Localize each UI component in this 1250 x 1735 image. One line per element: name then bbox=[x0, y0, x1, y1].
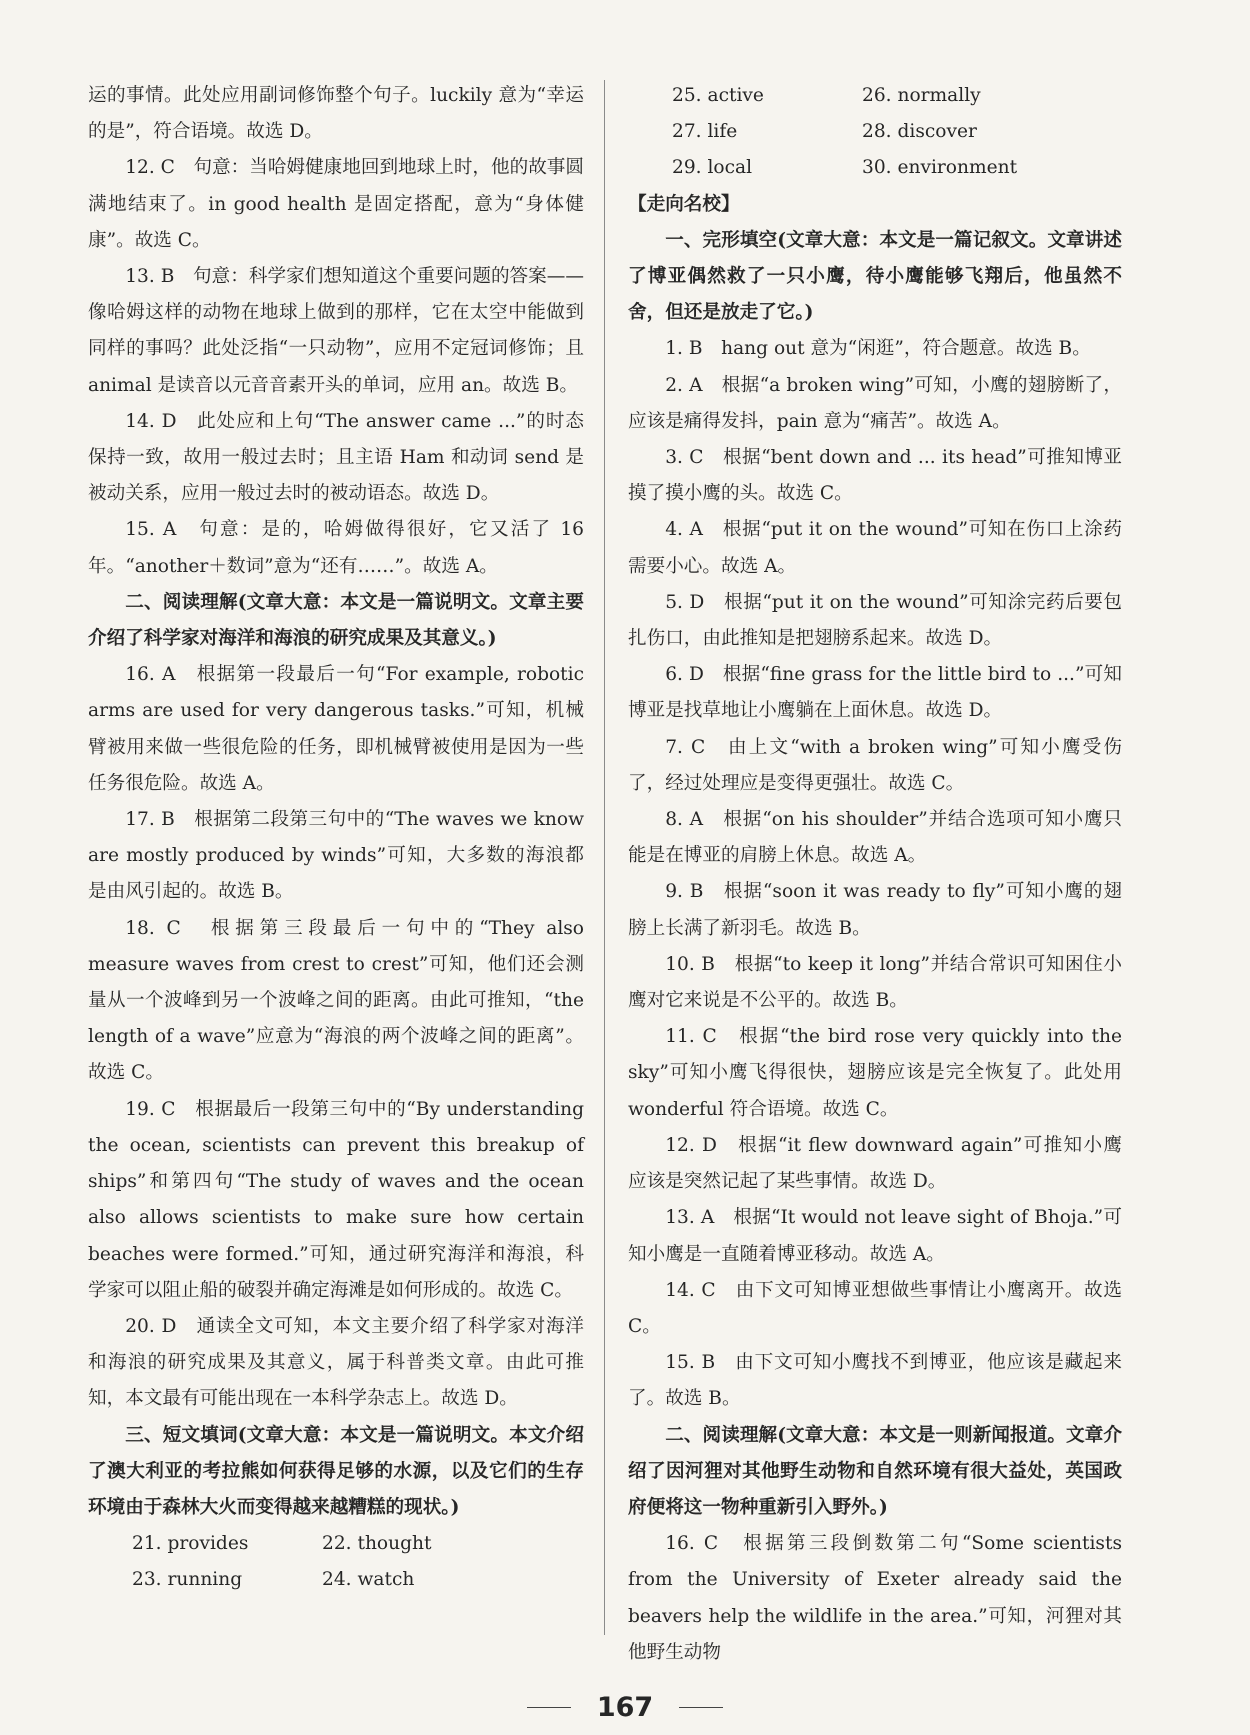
paragraph: 15. B 由下文可知小鹰找不到博亚，他应该是藏起来了。故选 B。 bbox=[628, 1352, 1122, 1410]
paragraph: 12. C 句意：当哈姆健康地回到地球上时，他的故事圆满地结束了。in good health 是固定搭配，意为“身体健康”。故选 C。 bbox=[88, 157, 584, 251]
paragraph: 3. C 根据“bent down and ... its head”可推知博亚摸了摸小鹰的头。故选 C。 bbox=[628, 447, 1122, 505]
paragraph: 15. A 句意：是的，哈姆做得很好，它又活了 16 年。“another＋数词”意为“还有……”。故选 A。 bbox=[88, 519, 584, 577]
page-footer bbox=[0, 1692, 1250, 1723]
section-heading: 二、阅读理解(文章大意：本文是一篇说明文。文章主要介绍了科学家对海洋和海浪的研究成果及其意义。) bbox=[88, 591, 584, 650]
paragraph: 20. D 通读全文可知，本文主要介绍了科学家对海洋和海浪的研究成果及其意义，属于科普类文章。由此可推知，本文最有可能出现在一本科学杂志上。故选 D。 bbox=[88, 1315, 584, 1410]
paragraph: 10. B 根据“to keep it long”并结合常识可知困住小鹰对它来说是不公平的。故选 B。 bbox=[628, 953, 1122, 1012]
footer-rule bbox=[527, 1707, 571, 1708]
answer-row bbox=[628, 114, 1122, 150]
answer-item: 27. life bbox=[672, 121, 738, 143]
paragraph: 16. C 根据第三段倒数第二句“Some scientists from the University of Exeter already said the beavers help the wildlife in the area.”可知，河狸对其他野生动物 bbox=[628, 1533, 1122, 1663]
answer-row bbox=[628, 150, 1122, 186]
paragraph: 2. A 根据“a broken wing”可知，小鹰的翅膀断了，应该是痛得发抖，pain 意为“痛苦”。故选 A。 bbox=[628, 374, 1122, 432]
paragraph: 13. B 句意：科学家们想知道这个重要问题的答案——像哈姆这样的动物在地球上做到的那样，它在太空中能做到同样的事吗？此处泛指“一只动物”，应用不定冠词修饰；且 animal 是读音以元音音素开头的单词，应用 an。故选 B。 bbox=[88, 266, 584, 396]
answer-item: 25. active bbox=[672, 85, 764, 106]
paragraph: 运的事情。此处应用副词修饰整个句子。luckily 意为“幸运的是”，符合语境。故选 D。 bbox=[88, 85, 584, 143]
paragraph: 8. A 根据“on his shoulder”并结合选项可知小鹰只能是在博亚的肩膀上休息。故选 A。 bbox=[628, 809, 1122, 867]
left-column bbox=[88, 78, 584, 1599]
paragraph: 6. D 根据“fine grass for the little bird to ...”可知博亚是找草地让小鹰躺在上面休息。故选 D。 bbox=[628, 664, 1122, 722]
answer-item: 22. thought bbox=[322, 1533, 432, 1555]
footer-rule bbox=[679, 1707, 723, 1708]
answer-item: 29. local bbox=[672, 157, 753, 179]
paragraph: 17. B 根据第二段第三句中的“The waves we know are mostly produced by winds”可知，大多数的海浪都是由风引起的。故选 B。 bbox=[88, 809, 584, 903]
paragraph: 5. D 根据“put it on the wound”可知涂完药后要包扎伤口，由此推知是把翅膀系起来。故选 D。 bbox=[628, 591, 1122, 650]
paragraph: 13. A 根据“It would not leave sight of Bhoja.”可知小鹰是一直随着博亚移动。故选 A。 bbox=[628, 1207, 1122, 1265]
paragraph: 18. C 根据第三段最后一句中的“They also measure waves from crest to crest”可知，他们还会测量从一个波峰到另一个波峰之间的距离。由此可推知，“the length of a wave”应意为“海浪的两个波峰之间的距离”。故选 C。 bbox=[88, 917, 584, 1084]
paragraph: 1. B hang out 意为“闲逛”，符合题意。故选 B。 bbox=[665, 338, 1091, 360]
paragraph: 19. C 根据最后一段第三句中的“By understanding the ocean, scientists can prevent this breakup of ships”和第四句“The study of waves and the ocean also allows scientists to make sure how certain beaches were formed.”可知，通过研究海洋和海浪，科学家可以阻止船的破裂并确定海滩是如何形成的。故选 C。 bbox=[88, 1098, 584, 1301]
paragraph: 9. B 根据“soon it was ready to fly”可知小鹰的翅膀上长满了新羽毛。故选 B。 bbox=[628, 881, 1122, 939]
page-number: 167 bbox=[596, 1692, 654, 1723]
section-heading: 三、短文填词(文章大意：本文是一篇说明文。本文介绍了澳大利亚的考拉熊如何获得足够的水源，以及它们的生存环境由于森林大火而变得越来越糟糕的现状。) bbox=[88, 1424, 584, 1518]
section-heading: 二、阅读理解(文章大意：本文是一则新闻报道。文章介绍了因河狸对其他野生动物和自然环境有很大益处，英国政府便将这一物种重新引入野外。) bbox=[628, 1424, 1122, 1518]
paragraph: 14. C 由下文可知博亚想做些事情让小鹰离开。故选 C。 bbox=[628, 1279, 1122, 1337]
paragraph: 4. A 根据“put it on the wound”可知在伤口上涂药需要小心。故选 A。 bbox=[628, 519, 1122, 577]
answer-item: 26. normally bbox=[862, 85, 981, 106]
answer-row bbox=[628, 78, 1122, 114]
paragraph: 11. C 根据“the bird rose very quickly into the sky”可知小鹰飞得很快，翅膀应该是完全恢复了。此处用 wonderful 符合语境。故选 C。 bbox=[628, 1026, 1122, 1120]
answer-item: 23. running bbox=[132, 1569, 243, 1591]
paragraph: 14. D 此处应和上句“The answer came ...”的时态保持一致，故用一般过去时；且主语 Ham 和动词 send 是被动关系，应用一般过去时的被动语态。故选 D。 bbox=[88, 410, 584, 505]
answer-item: 30. environment bbox=[862, 157, 1018, 179]
block-heading: 【走向名校】 bbox=[628, 193, 740, 215]
answer-row bbox=[88, 1526, 584, 1562]
answer-item: 28. discover bbox=[862, 121, 977, 143]
answer-item: 24. watch bbox=[322, 1569, 415, 1591]
section-heading: 一、完形填空(文章大意：本文是一篇记叙文。文章讲述了博亚偶然救了一只小鹰，待小鹰能够飞翔后，他虽然不舍，但还是放走了它。) bbox=[628, 229, 1122, 324]
answer-item: 21. provides bbox=[132, 1533, 249, 1555]
right-column bbox=[628, 78, 1122, 1671]
paragraph: 16. A 根据第一段最后一句“For example, robotic arms are used for very dangerous tasks.”可知，机械臂被用来做一些很危险的任务，即机械臂被使用是因为一些任务很危险。故选 A。 bbox=[88, 664, 584, 794]
answer-row bbox=[88, 1562, 584, 1598]
paragraph: 7. C 由上文“with a broken wing”可知小鹰受伤了，经过处理应是变得更强壮。故选 C。 bbox=[628, 736, 1122, 794]
paragraph: 12. D 根据“it flew downward again”可推知小鹰应该是突然记起了某些事情。故选 D。 bbox=[628, 1134, 1122, 1193]
column-divider bbox=[604, 80, 605, 1635]
